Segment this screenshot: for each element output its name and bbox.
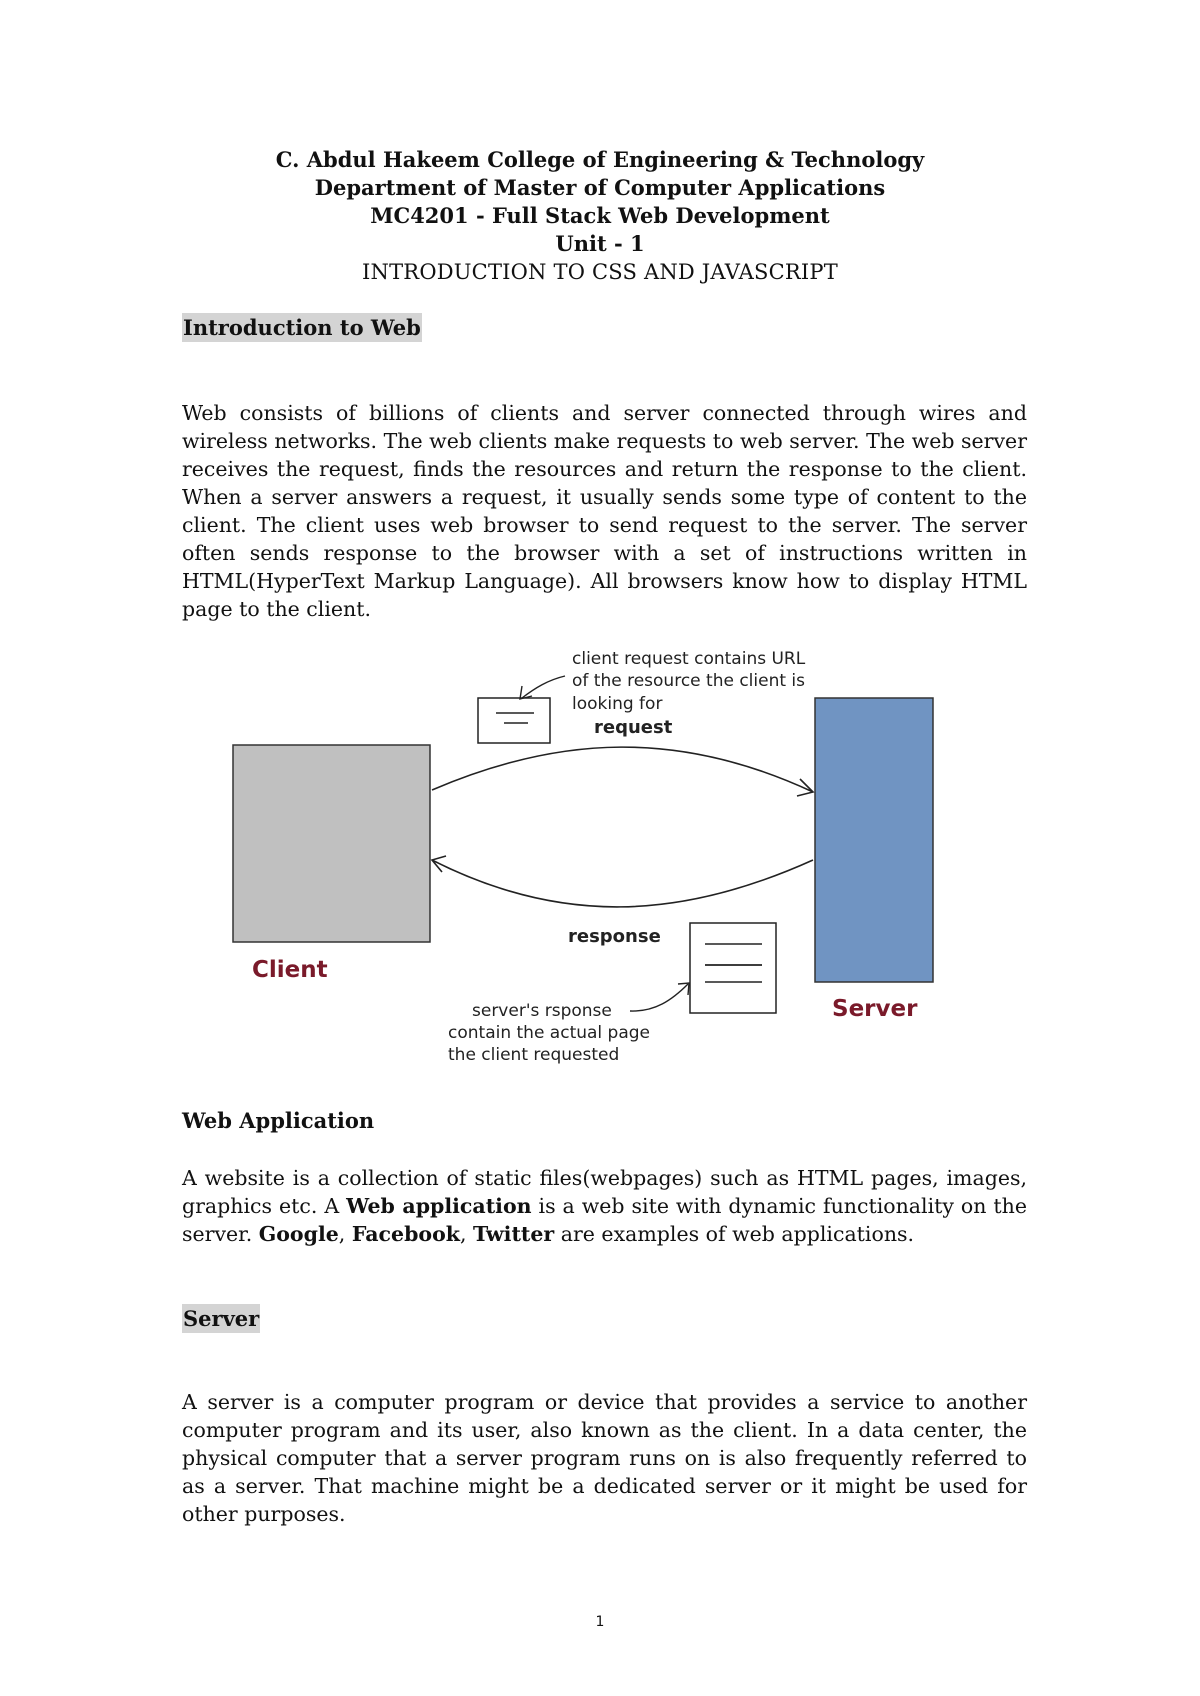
web-app-text-3: are examples of web applications. (554, 1222, 915, 1246)
response-note-pointer (630, 984, 688, 1011)
server-box (815, 698, 933, 982)
page-number: 1 (595, 1614, 605, 1630)
example-separator: , (459, 1222, 474, 1246)
example-facebook: Facebook (351, 1222, 460, 1246)
web-app-text-1: A website is a collection of static files(webpages) such as HTML pages, images, graphics etc. A (182, 1166, 1027, 1218)
response-document-icon (690, 923, 776, 1013)
heading-server: Server (183, 1306, 260, 1331)
college-name: C. Abdul Hakeem College of Engineering & Technology (275, 147, 925, 172)
request-note-pointer (522, 676, 565, 698)
request-document-icon (478, 698, 550, 743)
unit-title: INTRODUCTION TO CSS AND JAVASCRIPT (362, 260, 838, 284)
client-box (233, 745, 430, 942)
request-arrow (432, 747, 813, 792)
heading-introduction-to-web: Introduction to Web (183, 315, 421, 340)
response-arrow (432, 860, 813, 907)
paragraph-server: A server is a computer program or device that provides a service to another computer program and its user, also known as the client. In a data center, the physical computer that a server program runs on is also frequently referred to as a server. That machine might be a dedicated server or it might be used for other purposes. (182, 1390, 1027, 1526)
response-note-line-2: contain the actual page (448, 1023, 651, 1043)
example-google: Google (258, 1222, 339, 1246)
example-separator: , (338, 1222, 352, 1246)
request-note-line-3: looking for (572, 694, 663, 714)
request-note-line-2: of the resource the client is (572, 671, 806, 691)
heading-web-application: Web Application (182, 1108, 375, 1133)
client-label: Client (252, 957, 328, 983)
web-app-text-2: is a web site with dynamic functionality on the server. (182, 1194, 1028, 1246)
paragraph-web-application (182, 1164, 1027, 1248)
unit-label: Unit - 1 (555, 231, 645, 256)
request-label: request (594, 717, 673, 738)
course-title: MC4201 - Full Stack Web Development (370, 203, 830, 228)
client-server-diagram (0, 620, 1200, 1080)
server-label: Server (832, 996, 918, 1022)
response-note-line-3: the client requested (448, 1045, 620, 1065)
document-header (0, 146, 1200, 286)
department-name: Department of Master of Computer Applications (314, 175, 886, 200)
example-twitter: Twitter (473, 1222, 555, 1246)
web-application-term: Web application (346, 1194, 532, 1218)
request-note-line-1: client request contains URL (572, 649, 806, 669)
paragraph-introduction-to-web: Web consists of billions of clients and server connected through wires and wireless networks. The web clients make requests to web server. The web server receives the request, finds the resources and return the response to the client. When a server answers a request, it usually sends some type of content to the client. The client uses web browser to send request to the server. The server often sends response to the browser with a set of instructions written in HTML(HyperText Markup Language). All browsers know how to display HTML page to the client. (182, 401, 1027, 621)
client-server-diagram-svg (0, 620, 1200, 1080)
response-note-line-1: server's rsponse (472, 1001, 612, 1021)
response-label: response (568, 926, 661, 947)
